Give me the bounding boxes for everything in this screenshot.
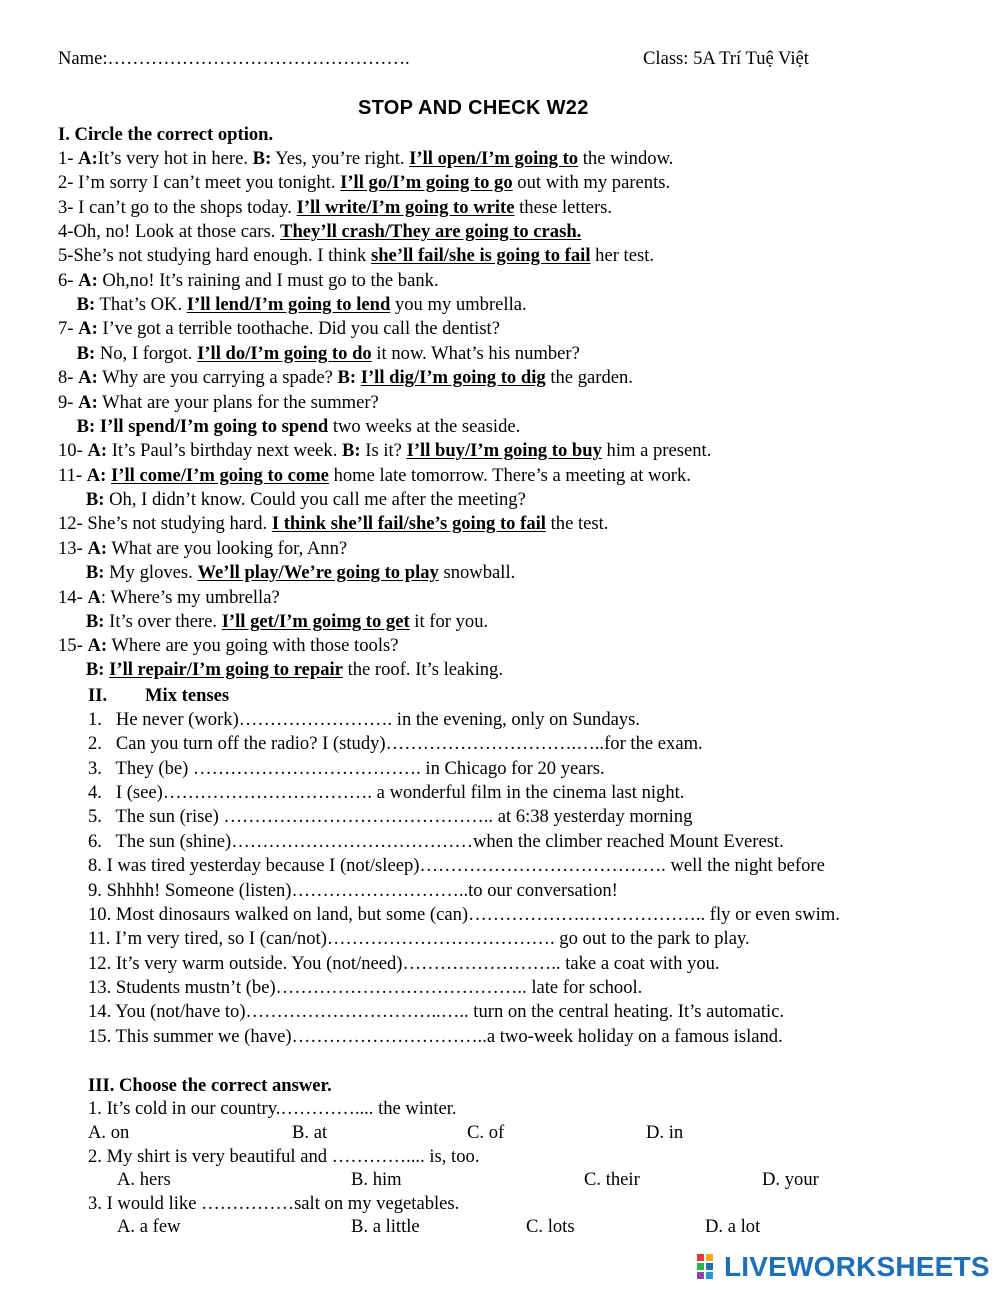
line-text: That’s OK. (95, 294, 187, 315)
exercise-1-line (58, 221, 581, 243)
speaker-label: A: (87, 635, 108, 656)
line-text: it now. What’s his number? (371, 343, 580, 364)
line-text: It’s very hot in here. (97, 148, 253, 169)
line-text: the window. (578, 148, 674, 169)
class-field: Class: 5A Trí Tuệ Việt (643, 48, 809, 69)
answer-option[interactable]: A. hers (117, 1169, 171, 1190)
worksheet-title: STOP AND CHECK W22 (358, 97, 589, 119)
speaker-label: B: I’ll spend/I’m going to spend (76, 416, 329, 437)
option-pair[interactable]: I’ll do/I’m going to do (197, 343, 372, 364)
line-text (58, 659, 86, 680)
speaker-label: A: (86, 465, 107, 486)
exercise-2-line: 2. Can you turn off the radio? I (study)………………………….…..for the exam. (88, 733, 703, 754)
answer-option[interactable]: A. a few (117, 1216, 181, 1237)
exercise-2-line: 14. You (not/have to)…………………………..….. turn on the central heating. It’s automatic. (88, 1001, 785, 1022)
line-text: It’s over there. (104, 611, 222, 632)
answer-option[interactable]: B. a little (351, 1216, 420, 1237)
option-pair[interactable]: I’ll repair/I’m going to repair (109, 659, 343, 680)
exercise-1-line (58, 465, 691, 487)
line-text: the test. (545, 513, 609, 534)
speaker-label: A (87, 587, 101, 608)
line-text (58, 611, 86, 632)
question-text: 2. My shirt is very beautiful and ………….... is, too. (88, 1146, 480, 1167)
section-1-heading: I. Circle the correct option. (58, 124, 274, 145)
exercise-1-line (58, 343, 580, 365)
exercise-2-line: 3. They (be) ………………………………. in Chicago for 20 years. (88, 758, 605, 779)
question-text: 1. It’s cold in our country.………….... the winter. (88, 1098, 457, 1119)
exercise-1-line (58, 318, 500, 340)
option-pair[interactable]: They’ll crash/They are going to crash. (280, 221, 582, 242)
line-text (58, 294, 77, 315)
line-text: No, I forgot. (95, 343, 198, 364)
speaker-label: B: (85, 659, 105, 680)
logo-icon (697, 1254, 721, 1280)
question-text: 3. I would like ……………salt on my vegetables. (88, 1193, 460, 1214)
option-pair[interactable]: I’ll buy/I’m going to buy (406, 440, 602, 461)
line-text: it for you. (409, 611, 489, 632)
line-text: him a present. (601, 440, 712, 461)
exercise-2-line: 4. I (see)……………………………. a wonderful film in the cinema last night. (88, 782, 685, 803)
option-pair[interactable]: I think she’ll fail/she’s going to fail (271, 513, 546, 534)
line-text: 8- (58, 367, 79, 388)
line-text: Yes, you’re right. (271, 148, 410, 169)
answer-option[interactable]: C. of (467, 1122, 505, 1143)
liveworksheets-logo (697, 1252, 990, 1282)
line-text: 2- I’m sorry I can’t meet you tonight. (58, 172, 341, 193)
line-text: snowball. (438, 562, 516, 583)
line-text: Oh,no! It’s raining and I must go to the bank. (97, 270, 439, 291)
line-text: Why are you carrying a spade? (97, 367, 338, 388)
answer-option[interactable]: A. on (88, 1122, 130, 1143)
speaker-label: A: (87, 538, 108, 559)
option-pair[interactable]: I’ll dig/I’m going to dig (360, 367, 546, 388)
option-pair[interactable]: I’ll write/I’m going to write (296, 197, 515, 218)
exercise-1-line (58, 197, 612, 219)
section-2-heading: Mix tenses (145, 685, 230, 706)
speaker-label: A: (78, 367, 98, 388)
speaker-label: A: (78, 392, 98, 413)
answer-option[interactable]: B. him (351, 1169, 402, 1190)
line-text: the roof. It’s leaking. (342, 659, 503, 680)
logo-text: LIVEWORKSHEETS (724, 1251, 990, 1282)
exercise-1-line (58, 270, 439, 292)
line-text (58, 562, 86, 583)
line-text: My gloves. (104, 562, 198, 583)
exercise-2-line: 15. This summer we (have)…………………………..a two-week holiday on a famous island. (88, 1026, 783, 1047)
speaker-label: A: (78, 270, 98, 291)
line-text: 13- (58, 538, 88, 559)
speaker-label: B: (85, 489, 105, 510)
option-pair[interactable]: We’ll play/We’re going to play (197, 562, 439, 583)
line-text: 9- (58, 392, 79, 413)
line-text (58, 343, 77, 364)
exercise-1-line (58, 513, 608, 535)
answer-option[interactable]: C. lots (526, 1216, 575, 1237)
speaker-label: B: (252, 148, 272, 169)
speaker-label: B: (76, 343, 96, 364)
exercise-2-line: 11. I’m very tired, so I (can/not)………………………………. go out to the park to play. (88, 928, 750, 949)
line-text: 6- (58, 270, 79, 291)
exercise-2-line: 13. Students mustn’t (be)………………………………….. late for school. (88, 977, 643, 998)
line-text: I’ve got a terrible toothache. Did you call the dentist? (97, 318, 500, 339)
answer-option[interactable]: D. your (762, 1169, 819, 1190)
line-text: 3- I can’t go to the shops today. (58, 197, 297, 218)
answer-option[interactable]: D. in (646, 1122, 684, 1143)
option-pair[interactable]: I’ll go/I’m going to go (340, 172, 513, 193)
exercise-2-line: 1. He never (work)……………………. in the evening, only on Sundays. (88, 709, 641, 730)
exercise-2-line: 9. Shhhh! Someone (listen)………………………..to our conversation! (88, 880, 618, 901)
answer-option[interactable]: B. at (292, 1122, 328, 1143)
exercise-2-line: 6. The sun (shine)…………………………………when the climber reached Mount Everest. (88, 831, 784, 852)
exercise-1-line (58, 440, 711, 462)
exercise-1-line (58, 635, 398, 657)
answer-option[interactable]: C. their (584, 1169, 640, 1190)
speaker-label: B: (76, 294, 96, 315)
line-text: 14- (58, 587, 88, 608)
exercise-2-line: 8. I was tired yesterday because I (not/sleep)…………………………………. well the night before (88, 855, 825, 876)
speaker-label: A: (87, 440, 108, 461)
section-2-heading-number: II. (88, 685, 108, 706)
line-text (58, 416, 77, 437)
exercise-1-line (58, 659, 503, 681)
section-3-heading: III. Choose the correct answer. (88, 1075, 332, 1096)
line-text: What are you looking for, Ann? (107, 538, 348, 559)
line-text: Where are you going with those tools? (107, 635, 399, 656)
speaker-label: B: (337, 367, 357, 388)
exercise-1-line (58, 294, 527, 316)
exercise-2-line: 12. It’s very warm outside. You (not/need)…………………….. take a coat with you. (88, 953, 720, 974)
exercise-1-line (58, 367, 633, 389)
line-text: two weeks at the seaside. (328, 416, 521, 437)
line-text: Is it? (360, 440, 407, 461)
line-text: 10- (58, 440, 88, 461)
line-text: Oh, I didn’t know. Could you call me after the meeting? (104, 489, 526, 510)
line-text: home late tomorrow. There’s a meeting at work. (328, 465, 691, 486)
exercise-1-line (58, 538, 347, 560)
exercise-1-line (58, 611, 488, 633)
line-text: 4-Oh, no! Look at those cars. (58, 221, 281, 242)
line-text: 12- She’s not studying hard. (58, 513, 272, 534)
exercise-1-line (58, 245, 654, 267)
exercise-1-line (58, 148, 673, 170)
option-pair[interactable]: I’ll lend/I’m going to lend (186, 294, 391, 315)
line-text: the garden. (545, 367, 633, 388)
speaker-label: A: (78, 148, 98, 169)
exercise-2-line: 10. Most dinosaurs walked on land, but some (can)……………….……………….. fly or even swim. (88, 904, 840, 925)
option-pair[interactable]: I’ll come/I’m going to come (111, 465, 329, 486)
exercise-1-line (58, 416, 520, 438)
speaker-label: A: (78, 318, 98, 339)
line-text: It’s Paul’s birthday next week. (107, 440, 343, 461)
exercise-1-line (58, 587, 280, 609)
line-text: 15- (58, 635, 88, 656)
option-pair[interactable]: she’ll fail/she is going to fail (370, 245, 591, 266)
line-text: you my umbrella. (390, 294, 527, 315)
answer-option[interactable]: D. a lot (705, 1216, 761, 1237)
name-field: Name:…………………………………………. (58, 48, 410, 69)
line-text: What are your plans for the summer? (97, 392, 379, 413)
exercise-1-line (58, 392, 379, 414)
line-text: 11- (58, 465, 87, 486)
line-text: these letters. (514, 197, 613, 218)
exercise-2-line: 5. The sun (rise) …………………………………….. at 6:38 yesterday morning (88, 806, 693, 827)
line-text: 1- (58, 148, 79, 169)
speaker-label: B: (85, 611, 105, 632)
option-pair[interactable]: I’ll open/I’m going to (409, 148, 579, 169)
line-text: 7- (58, 318, 79, 339)
line-text: : Where’s my umbrella? (100, 587, 280, 608)
line-text: her test. (590, 245, 655, 266)
speaker-label: B: (342, 440, 361, 461)
exercise-1-line (58, 172, 670, 194)
option-pair[interactable]: I’ll get/I’m goimg to get (221, 611, 410, 632)
line-text (58, 489, 86, 510)
exercise-1-line (58, 562, 515, 584)
line-text: 5-She’s not studying hard enough. I think (58, 245, 371, 266)
speaker-label: B: (85, 562, 105, 583)
exercise-1-line (58, 489, 526, 511)
line-text: out with my parents. (512, 172, 671, 193)
